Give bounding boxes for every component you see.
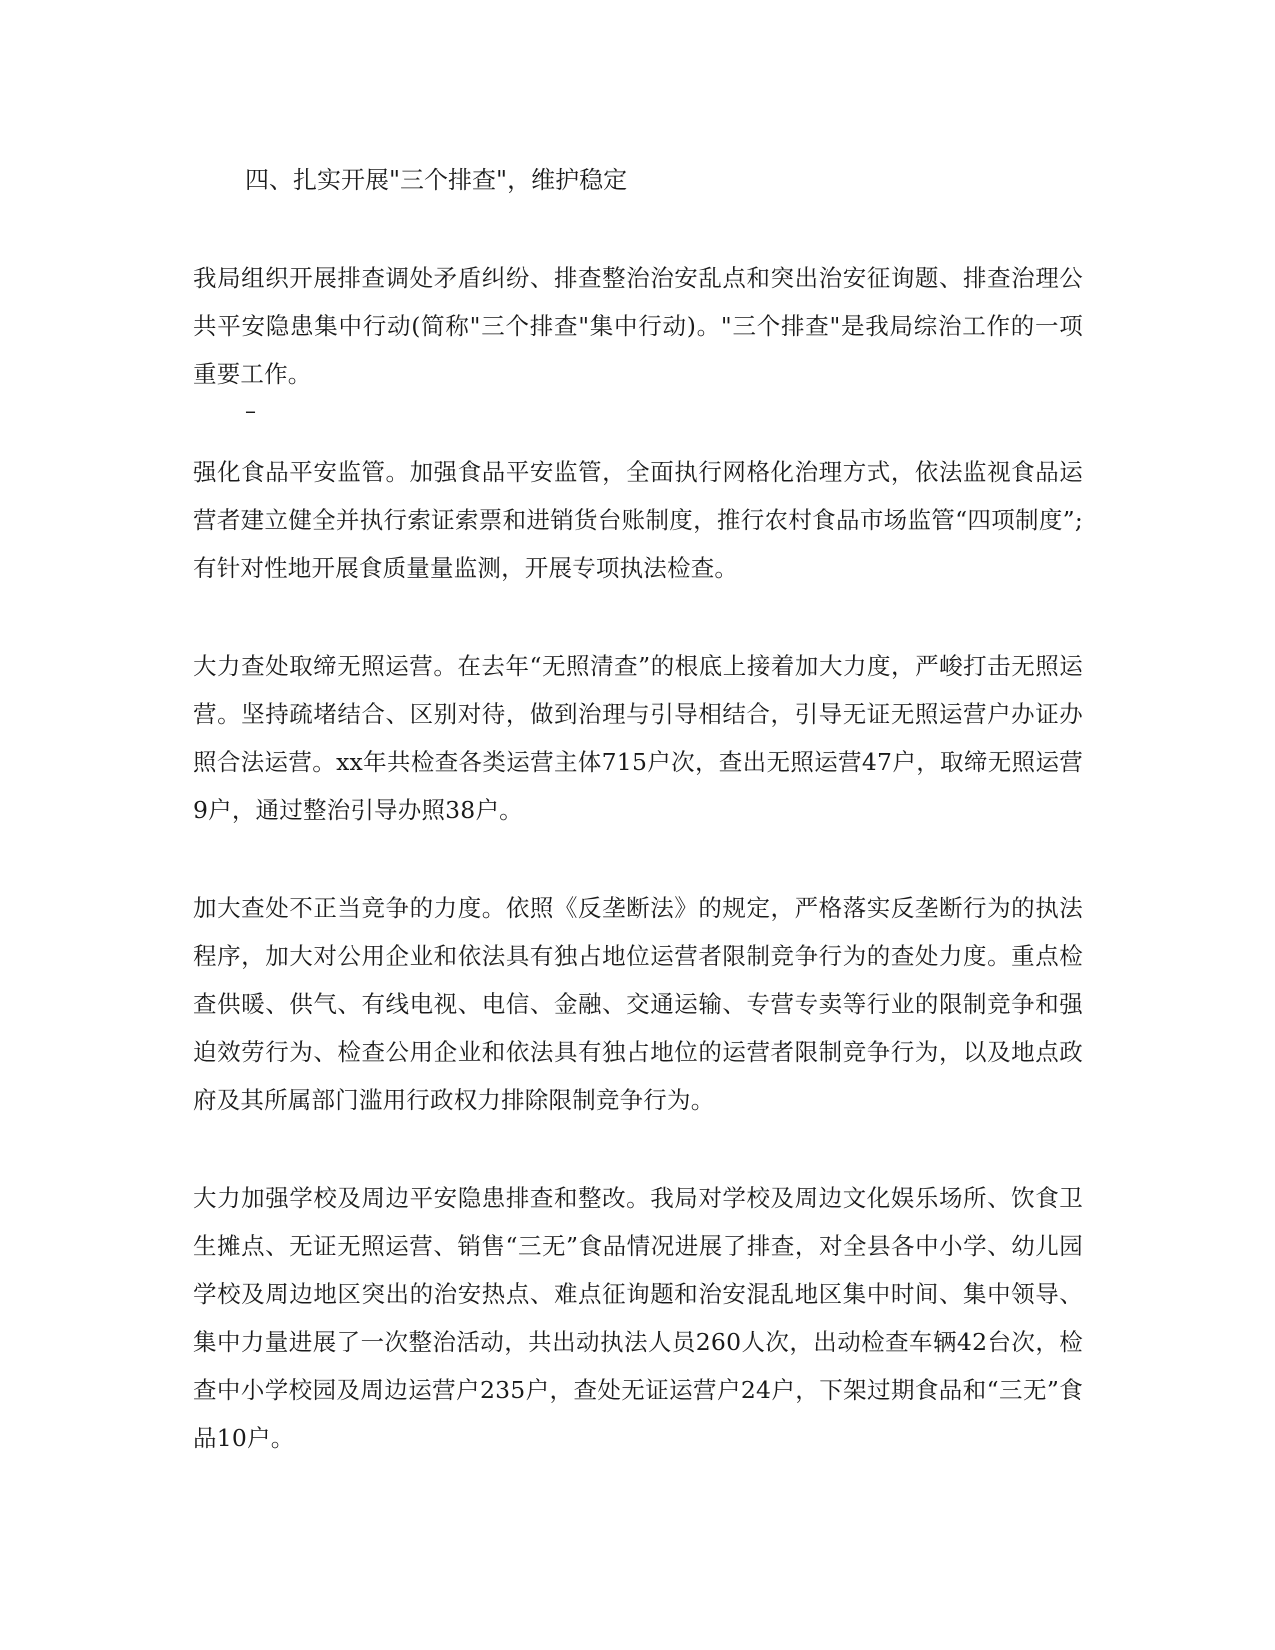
paragraph-unlicensed-business: 大力查处取缔无照运营。在去年“无照清查”的根底上接着加大力度，严峻打击无照运营。坚持疏堵结合、区别对待，做到治理与引导相结合，引导无证无照运营户办证办照合法运营。xx年共检查各类运营主体715户次，查出无照运营47户，取缔无照运营9户，通过整治引导办照38户。 xyxy=(193,652,1083,824)
paragraph-intro: 我局组织开展排查调处矛盾纠纷、排查整治治安乱点和突出治安征询题、排查治理公共平安隐患集中行动(简称"三个排查"集中行动)。"三个排查"是我局综治工作的一项重要工作。 xyxy=(193,264,1083,388)
dash-marker: – xyxy=(245,399,256,424)
paragraph-unfair-competition: 加大查处不正当竞争的力度。依照《反垄断法》的规定，严格落实反垄断行为的执法程序，加大对公用企业和依法具有独占地位运营者限制竞争行为的查处力度。重点检查供暖、供气、有线电视、电信、金融、交通运输、专营专卖等行业的限制竞争和强迫效劳行为、检查公用企业和依法具有独占地位的运营者限制竞争行为，以及地点政府及其所属部门滥用行政权力排除限制竞争行为。 xyxy=(193,894,1083,1114)
section-heading: 四、扎实开展"三个排查"，维护稳定 xyxy=(245,166,628,194)
paragraph-school-safety: 大力加强学校及周边平安隐患排查和整改。我局对学校及周边文化娱乐场所、饮食卫生摊点、无证无照运营、销售“三无”食品情况进展了排查，对全县各中小学、幼儿园学校及周边地区突出的治安热点、难点征询题和治安混乱地区集中时间、集中领导、集中力量进展了一次整治活动，共出动执法人员260人次，出动检查车辆42台次，检查中小学校园及周边运营户235户，查处无证运营户24户，下架过期食品和“三无”食品10户。 xyxy=(193,1184,1083,1452)
paragraph-food-safety: 强化食品平安监管。加强食品平安监管，全面执行网格化治理方式，依法监视食品运营者建立健全并执行索证索票和进销货台账制度，推行农村食品市场监管“四项制度”;有针对性地开展食质量量监测，开展专项执法检查。 xyxy=(193,458,1083,582)
